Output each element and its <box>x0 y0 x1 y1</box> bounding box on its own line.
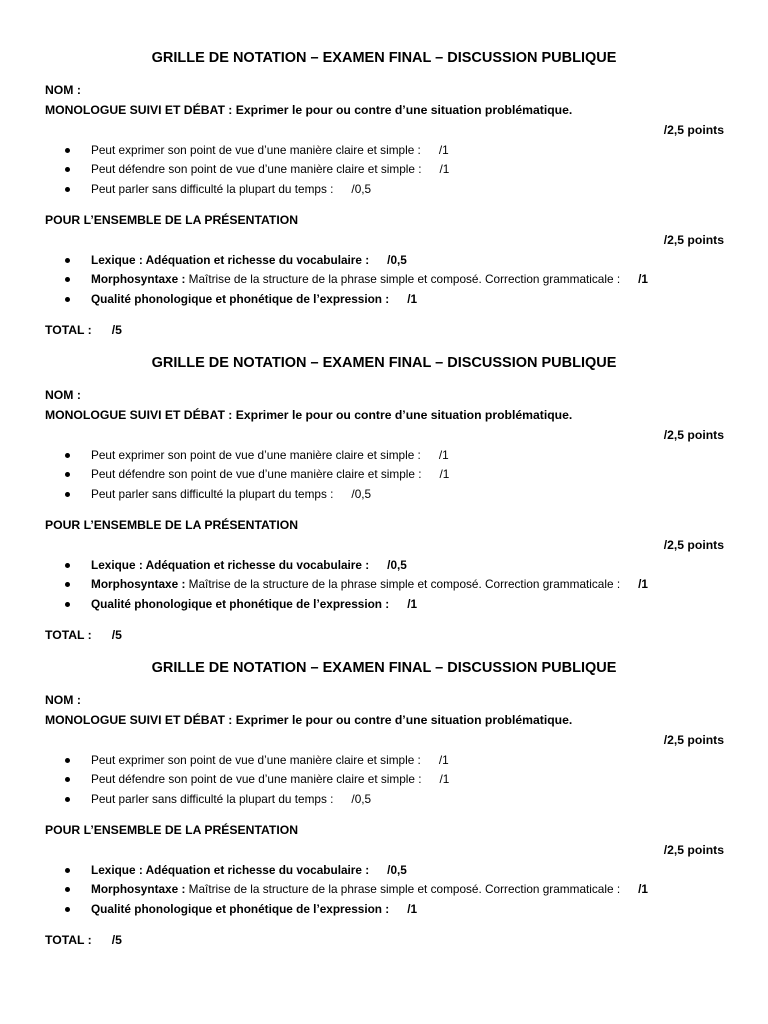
grid-title: GRILLE DE NOTATION – EXAMEN FINAL – DISCUSSION PUBLIQUE <box>151 355 617 371</box>
criterion-score: /1 <box>407 902 418 916</box>
total-row <box>45 934 122 946</box>
total-label: TOTAL : <box>45 933 92 947</box>
criterion-score: /0,5 <box>387 253 407 267</box>
criterion-item <box>91 774 449 786</box>
criterion-item <box>91 255 407 267</box>
nom-label: NOM : <box>45 693 81 707</box>
criterion-score: /1 <box>438 753 449 767</box>
criterion-text: Peut parler sans difficulté la plupart du temps : <box>91 487 334 501</box>
criterion-score: /1 <box>638 577 648 591</box>
criterion-text: Maîtrise de la structure de la phrase simple et composé. Correction grammaticale : <box>188 882 621 896</box>
criterion-score: /1 <box>638 882 648 896</box>
section1-heading: MONOLOGUE SUIVI ET DÉBAT : Exprimer le pour ou contre d’une situation problématique. <box>45 103 573 117</box>
criterion-label: Morphosyntaxe : <box>91 577 186 591</box>
bullet-icon <box>65 472 70 477</box>
section2-heading: POUR L’ENSEMBLE DE LA PRÉSENTATION <box>45 823 299 837</box>
grid-title: GRILLE DE NOTATION – EXAMEN FINAL – DISCUSSION PUBLIQUE <box>151 50 617 66</box>
criterion-item <box>91 560 407 572</box>
criterion-item <box>91 164 449 176</box>
section2-points: /2,5 points <box>663 538 724 552</box>
criterion-text: Peut exprimer son point de vue d’une manière claire et simple : <box>91 753 421 767</box>
total-label: TOTAL : <box>45 628 92 642</box>
bullet-icon <box>65 887 70 892</box>
criterion-score: /0,5 <box>387 863 407 877</box>
total-score: /5 <box>111 933 122 947</box>
bullet-icon <box>65 148 70 153</box>
criterion-score: /1 <box>407 597 418 611</box>
criterion-text: Peut parler sans difficulté la plupart du temps : <box>91 182 334 196</box>
criterion-score: /0,5 <box>351 182 372 196</box>
bullet-icon <box>65 602 70 607</box>
section2-heading: POUR L’ENSEMBLE DE LA PRÉSENTATION <box>45 518 299 532</box>
section1-points: /2,5 points <box>663 733 724 747</box>
criterion-text: Peut exprimer son point de vue d’une manière claire et simple : <box>91 448 421 462</box>
criterion-text: Qualité phonologique et phonétique de l’expression : <box>91 292 390 306</box>
total-score: /5 <box>111 628 122 642</box>
criterion-text: Peut défendre son point de vue d’une manière claire et simple : <box>91 772 422 786</box>
criterion-text: Peut défendre son point de vue d’une manière claire et simple : <box>91 467 422 481</box>
section1-points: /2,5 points <box>663 428 724 442</box>
criterion-score: /1 <box>407 292 418 306</box>
bullet-icon <box>65 758 70 763</box>
section2-heading: POUR L’ENSEMBLE DE LA PRÉSENTATION <box>45 213 299 227</box>
bullet-icon <box>65 492 70 497</box>
criterion-score: /1 <box>439 467 450 481</box>
criterion-item <box>91 145 449 157</box>
criterion-text: Peut parler sans difficulté la plupart du temps : <box>91 792 334 806</box>
criterion-item <box>91 794 371 806</box>
bullet-icon <box>65 582 70 587</box>
criterion-item <box>91 450 449 462</box>
bullet-icon <box>65 563 70 568</box>
criterion-score: /1 <box>438 448 449 462</box>
bullet-icon <box>65 777 70 782</box>
criterion-item <box>91 579 648 591</box>
total-score: /5 <box>111 323 122 337</box>
grading-grid-2 <box>0 305 768 642</box>
criterion-score: /1 <box>438 143 449 157</box>
criterion-item <box>91 489 371 501</box>
criterion-score: /1 <box>439 772 450 786</box>
section1-heading: MONOLOGUE SUIVI ET DÉBAT : Exprimer le pour ou contre d’une situation problématique. <box>45 408 573 422</box>
bullet-icon <box>65 277 70 282</box>
criterion-text: Lexique : Adéquation et richesse du vocabulaire : <box>91 253 370 267</box>
criterion-text: Peut exprimer son point de vue d’une manière claire et simple : <box>91 143 421 157</box>
bullet-icon <box>65 868 70 873</box>
bullet-icon <box>65 453 70 458</box>
total-label: TOTAL : <box>45 323 92 337</box>
criterion-score: /1 <box>439 162 450 176</box>
bullet-icon <box>65 187 70 192</box>
criterion-text: Qualité phonologique et phonétique de l’expression : <box>91 902 390 916</box>
criterion-text: Lexique : Adéquation et richesse du vocabulaire : <box>91 863 370 877</box>
section2-points: /2,5 points <box>663 233 724 247</box>
criterion-label: Morphosyntaxe : <box>91 882 186 896</box>
criterion-text: Lexique : Adéquation et richesse du vocabulaire : <box>91 558 370 572</box>
criterion-score: /1 <box>638 272 648 286</box>
bullet-icon <box>65 258 70 263</box>
criterion-text: Maîtrise de la structure de la phrase simple et composé. Correction grammaticale : <box>188 577 621 591</box>
criterion-text: Peut défendre son point de vue d’une manière claire et simple : <box>91 162 422 176</box>
criterion-score: /0,5 <box>351 487 372 501</box>
criterion-label: Morphosyntaxe : <box>91 272 186 286</box>
section1-points: /2,5 points <box>663 123 724 137</box>
criterion-item <box>91 865 407 877</box>
criterion-text: Maîtrise de la structure de la phrase simple et composé. Correction grammaticale : <box>188 272 621 286</box>
grading-grid-3 <box>0 610 768 947</box>
section2-points: /2,5 points <box>663 843 724 857</box>
criterion-item <box>91 755 449 767</box>
bullet-icon <box>65 167 70 172</box>
criterion-score: /0,5 <box>387 558 407 572</box>
criterion-score: /0,5 <box>351 792 372 806</box>
nom-label: NOM : <box>45 83 81 97</box>
criterion-item <box>91 274 648 286</box>
criterion-item <box>91 469 449 481</box>
grading-grid-1 <box>0 0 768 337</box>
bullet-icon <box>65 297 70 302</box>
bullet-icon <box>65 907 70 912</box>
section1-heading: MONOLOGUE SUIVI ET DÉBAT : Exprimer le pour ou contre d’une situation problématique. <box>45 713 573 727</box>
grid-title: GRILLE DE NOTATION – EXAMEN FINAL – DISCUSSION PUBLIQUE <box>151 660 617 676</box>
criterion-text: Qualité phonologique et phonétique de l’expression : <box>91 597 390 611</box>
criterion-item <box>91 884 648 896</box>
bullet-icon <box>65 797 70 802</box>
nom-label: NOM : <box>45 388 81 402</box>
criterion-item <box>91 904 417 916</box>
criterion-item <box>91 184 371 196</box>
